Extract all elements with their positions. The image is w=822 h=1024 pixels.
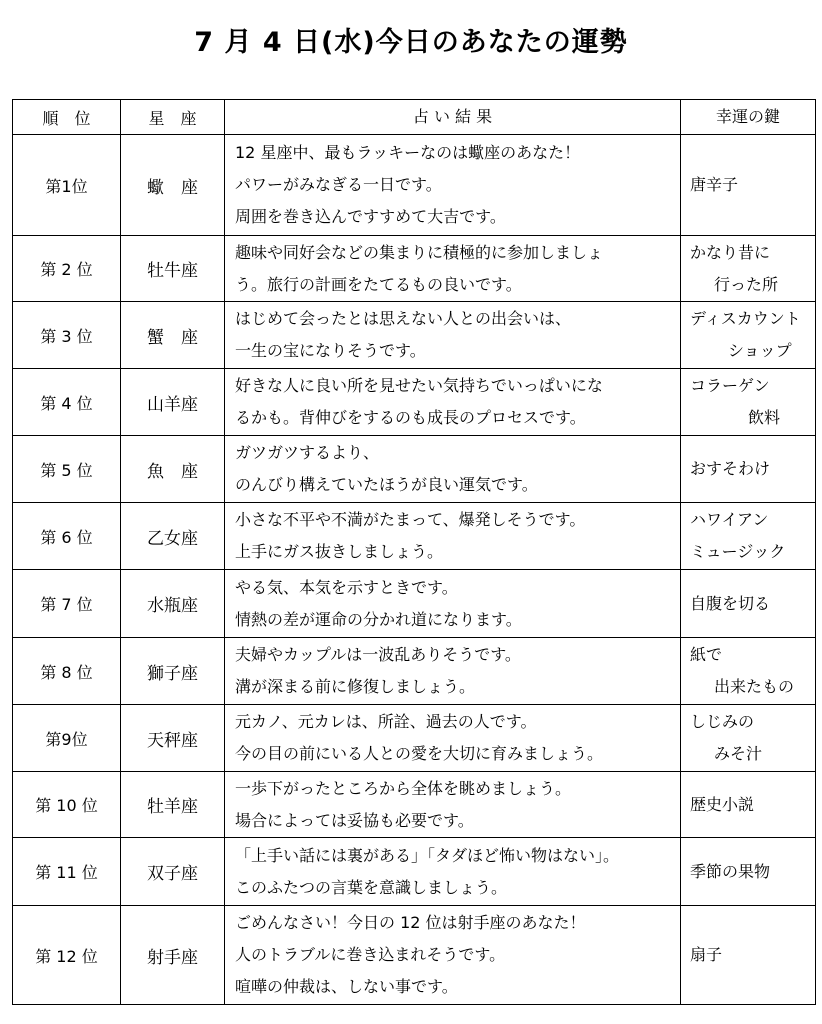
lucky-key-cell (681, 503, 816, 570)
zodiac-sign-cell: 天秤座 (121, 705, 225, 772)
fortune-result-cell (225, 638, 681, 705)
fortune-result-line: やる気、本気を示すときです。 (235, 577, 458, 597)
lucky-key-cell (681, 369, 816, 436)
lucky-key-line: 歴史小説 (690, 794, 755, 814)
fortune-result-cell (225, 369, 681, 436)
fortune-result-cell (225, 436, 681, 503)
lucky-key-line: 出来たもの (714, 677, 795, 696)
fortune-result-cell (225, 135, 681, 236)
zodiac-sign-cell: 射手座 (121, 906, 225, 1005)
fortune-result-line: 溝が深まる前に修復しましょう。 (235, 677, 476, 696)
fortune-result-line: 情熱の差が運命の分かれ道になります。 (235, 609, 522, 629)
zodiac-sign-cell: 双子座 (121, 838, 225, 906)
rank-cell: 第 10 位 (13, 772, 121, 838)
rank-cell: 第 12 位 (13, 906, 121, 1005)
lucky-key-line: 唐辛子 (690, 175, 739, 194)
table-header-row (13, 100, 816, 135)
rank-cell: 第 4 位 (13, 369, 121, 436)
rank-cell: 第1位 (13, 135, 121, 236)
rank-cell: 第 6 位 (13, 503, 121, 570)
fortune-result-cell (225, 503, 681, 570)
fortune-result-line: はじめて会ったとは思えない人との出会いは、 (235, 309, 572, 328)
lucky-key-line: ディスカウント (690, 309, 801, 328)
fortune-result-line: 夫婦やカップルは一波乱ありそうです。 (235, 645, 521, 664)
table-row (13, 369, 816, 436)
fortune-result-line: 12 星座中、最もラッキーなのは蠍座のあなた！ (235, 143, 581, 162)
table-row (13, 302, 816, 369)
zodiac-sign-cell: 水瓶座 (121, 570, 225, 638)
fortune-result-line: パワーがみなぎる一日です。 (235, 175, 442, 194)
table-row (13, 135, 816, 236)
lucky-key-line: おすそわけ (690, 459, 771, 478)
fortune-result-cell (225, 838, 681, 906)
lucky-key-cell (681, 436, 816, 503)
header-sign: 星 座 (121, 100, 225, 135)
table-row (13, 772, 816, 838)
fortune-result-cell (225, 705, 681, 772)
zodiac-sign-cell: 牡牛座 (121, 236, 225, 302)
page-title: 7 月 4 日(水)今日のあなたの運勢 (194, 27, 628, 58)
header-rank: 順 位 (13, 100, 121, 135)
lucky-key-line: 紙で (690, 645, 723, 664)
zodiac-sign-cell: 蟹 座 (121, 302, 225, 369)
lucky-key-line: かなり昔に (690, 242, 771, 262)
rank-cell: 第 5 位 (13, 436, 121, 503)
fortune-result-cell (225, 772, 681, 838)
rank-cell: 第 3 位 (13, 302, 121, 369)
table-row (13, 838, 816, 906)
lucky-key-line: 飲料 (748, 408, 781, 427)
fortune-result-cell (225, 906, 681, 1005)
zodiac-sign-cell: 山羊座 (121, 369, 225, 436)
zodiac-sign-cell: 蠍 座 (121, 135, 225, 236)
lucky-key-line: みそ汁 (714, 744, 763, 763)
fortune-result-line: 「上手い話には裏がある」「タダほど怖い物はない」。 (235, 845, 620, 865)
fortune-result-line: 今の目の前にいる人との愛を大切に育みましょう。 (235, 744, 604, 763)
lucky-key-line: ハワイアン (690, 510, 769, 529)
fortune-result-cell (225, 236, 681, 302)
rank-cell: 第 7 位 (13, 570, 121, 638)
fortune-result-cell (225, 302, 681, 369)
lucky-key-cell (681, 638, 816, 705)
header-lucky-key: 幸運の鍵 (681, 100, 816, 135)
lucky-key-line: ミュージック (690, 542, 786, 561)
rank-cell: 第 8 位 (13, 638, 121, 705)
fortune-result-line: 人のトラブルに巻き込まれそうです。 (235, 945, 506, 964)
fortune-result-line: 上手にガス抜きしましょう。 (235, 542, 444, 561)
fortune-result-line: このふたつの言葉を意識しましょう。 (235, 877, 508, 897)
zodiac-sign-cell: 乙女座 (121, 503, 225, 570)
header-result: 占 い 結 果 (225, 100, 681, 135)
lucky-key-cell (681, 772, 816, 838)
fortune-result-line: 趣味や同好会などの集まりに積極的に参加しましょ (235, 242, 604, 262)
table-row (13, 436, 816, 503)
table-row (13, 570, 816, 638)
zodiac-sign-cell: 獅子座 (121, 638, 225, 705)
lucky-key-cell (681, 705, 816, 772)
lucky-key-line: コラーゲン (690, 376, 770, 395)
fortune-result-line: 小さな不平や不満がたまって、爆発しそうです。 (235, 510, 586, 529)
lucky-key-cell (681, 302, 816, 369)
lucky-key-line: 行った所 (714, 274, 779, 294)
fortune-result-cell (225, 570, 681, 638)
lucky-key-cell (681, 570, 816, 638)
fortune-result-line: のんびり構えていたほうが良い運気です。 (235, 475, 538, 494)
fortune-result-line: 好きな人に良い所を見せたい気持ちでいっぱいにな (235, 376, 603, 395)
zodiac-sign-cell: 魚 座 (121, 436, 225, 503)
fortune-result-line: 元カノ、元カレは、所詮、過去の人です。 (235, 712, 537, 731)
fortune-result-line: 場合によっては妥協も必要です。 (235, 810, 474, 830)
lucky-key-line: 自腹を切る (690, 593, 771, 613)
lucky-key-cell (681, 236, 816, 302)
table-row (13, 638, 816, 705)
lucky-key-line: ショップ (728, 341, 792, 360)
zodiac-sign-cell: 牡羊座 (121, 772, 225, 838)
rank-cell: 第 11 位 (13, 838, 121, 906)
fortune-result-line: う。旅行の計画をたてるもの良いです。 (235, 274, 522, 294)
fortune-result-line: 周囲を巻き込んですすめて大吉です。 (235, 207, 506, 226)
table-row (13, 236, 816, 302)
lucky-key-line: 季節の果物 (690, 861, 771, 881)
fortune-table (12, 99, 816, 1005)
fortune-result-line: 一歩下がったところから全体を眺めましょう。 (235, 778, 572, 798)
lucky-key-line: しじみの (690, 712, 755, 731)
table-row (13, 503, 816, 570)
table-row (13, 906, 816, 1005)
fortune-result-line: るかも。背伸びをするのも成長のプロセスです。 (235, 408, 586, 427)
lucky-key-cell (681, 135, 816, 236)
fortune-result-line: 一生の宝になりそうです。 (235, 341, 426, 360)
lucky-key-cell (681, 906, 816, 1005)
fortune-result-line: ごめんなさい！今日の 12 位は射手座のあなた！ (235, 913, 586, 932)
lucky-key-cell (681, 838, 816, 906)
lucky-key-line: 扇子 (690, 945, 723, 964)
rank-cell: 第 2 位 (13, 236, 121, 302)
table-row (13, 705, 816, 772)
fortune-result-line: ガツガツするより、 (235, 443, 380, 462)
fortune-result-line: 喧嘩の仲裁は、しない事です。 (235, 977, 458, 996)
rank-cell: 第9位 (13, 705, 121, 772)
